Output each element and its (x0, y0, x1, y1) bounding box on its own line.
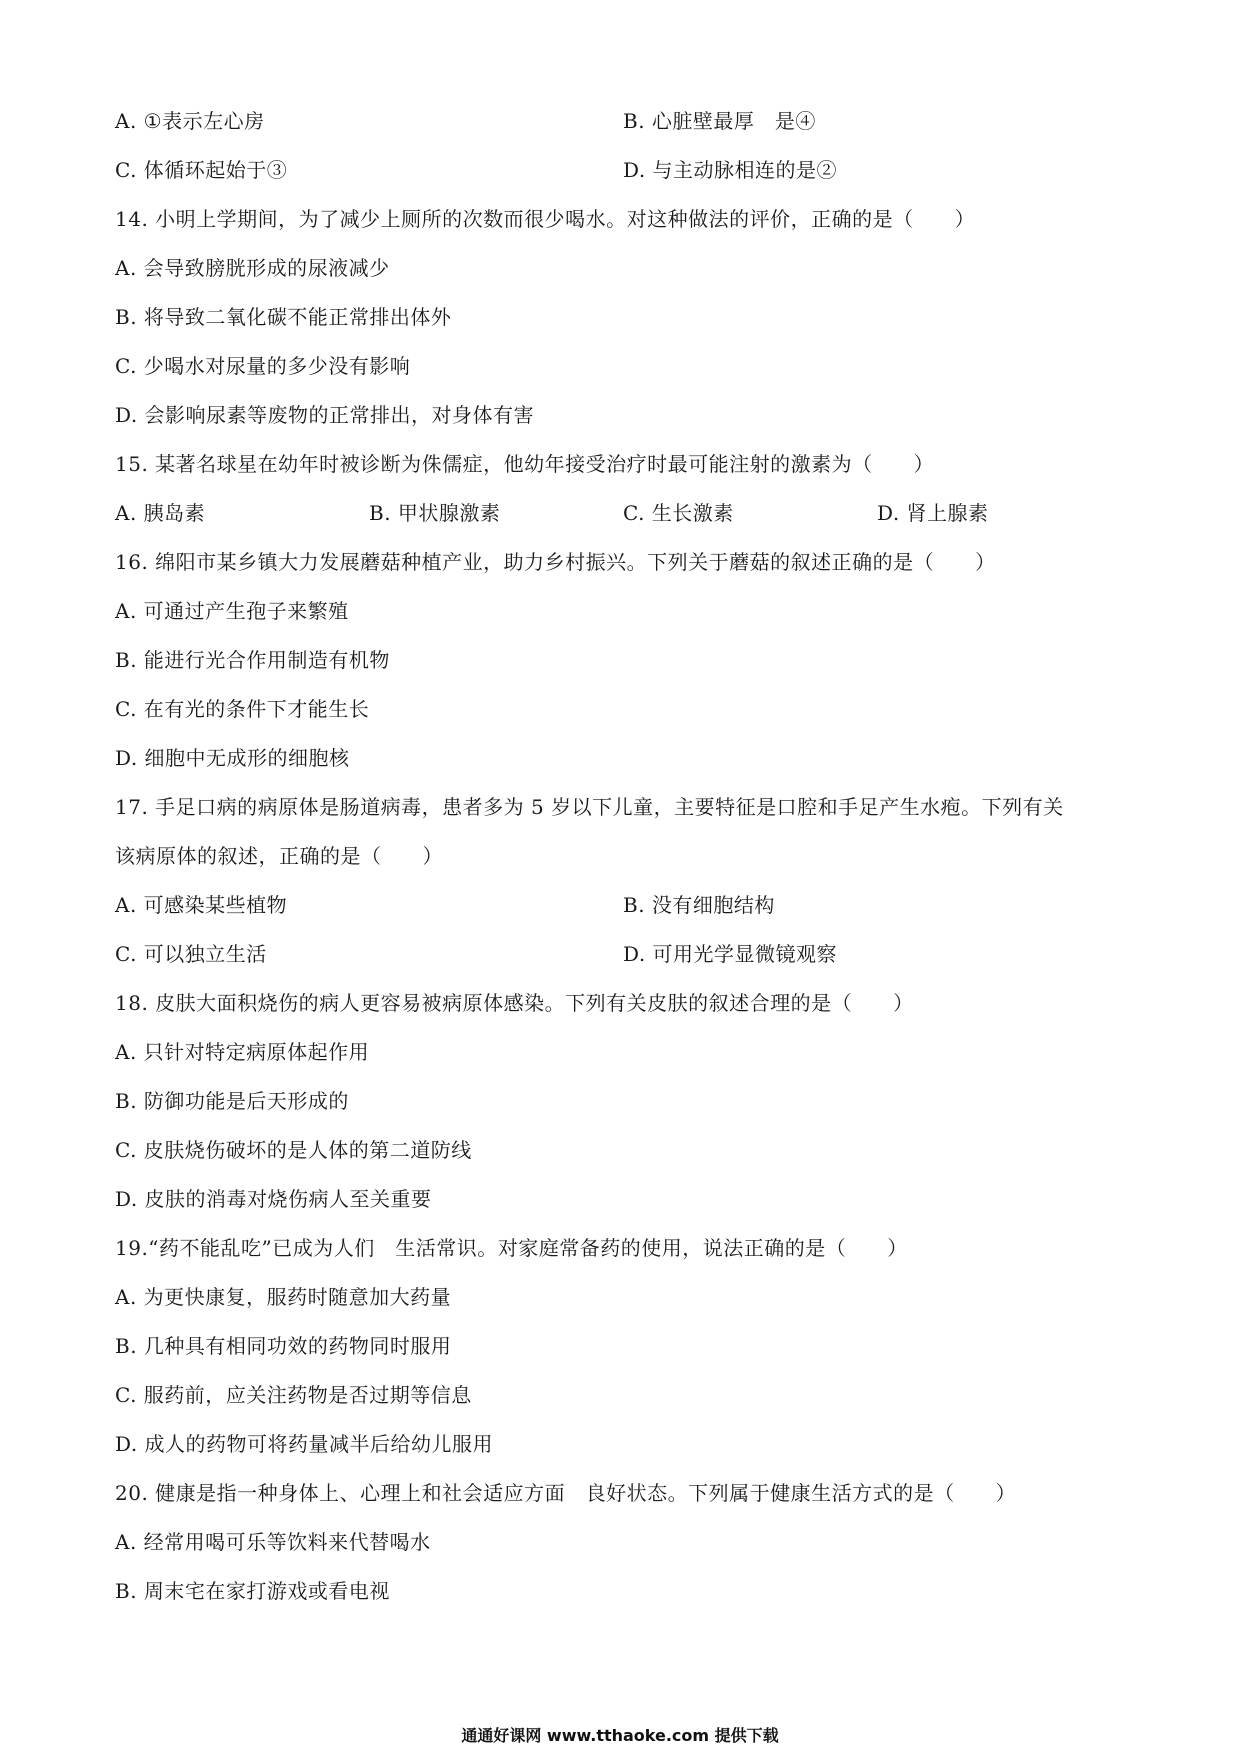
q16-option-b: B. 能进行光合作用制造有机物 (115, 648, 390, 672)
q19-stem: 19.“药不能乱吃”已成为人们 生活常识。对家庭常备药的使用，说法正确的是（ ） (115, 1236, 908, 1260)
q15-stem: 15. 某著名球星在幼年时被诊断为侏儒症，他幼年接受治疗时最可能注射的激素为（ ） (115, 452, 935, 476)
q14-option-d: D. 会影响尿素等废物的正常排出，对身体有害 (115, 403, 535, 427)
q17-stem-line1: 17. 手足口病的病原体是肠道病毒，患者多为 5 岁以下儿童，主要特征是口腔和手足产生水疱。下列有关 (115, 795, 1064, 819)
q15-option-a: A. 胰岛素 (115, 501, 206, 525)
q18-option-b: B. 防御功能是后天形成的 (115, 1089, 349, 1113)
page-footer: 通通好课网 www.tthaoke.com 提供下载 (461, 1726, 779, 1745)
q20-option-a: A. 经常用喝可乐等饮料来代替喝水 (115, 1530, 431, 1554)
q13-option-a: A. ①表示左心房 (115, 109, 265, 133)
q13-option-c: C. 体循环起始于③ (115, 158, 288, 182)
q19-option-a: A. 为更快康复，服药时随意加大药量 (115, 1285, 452, 1309)
q17-option-d: D. 可用光学显微镜观察 (623, 942, 838, 966)
q19-option-c: C. 服药前，应关注药物是否过期等信息 (115, 1383, 472, 1407)
q18-option-a: A. 只针对特定病原体起作用 (115, 1040, 370, 1064)
q15-option-d: D. 肾上腺素 (877, 501, 989, 525)
q14-option-a: A. 会导致膀胱形成的尿液减少 (115, 256, 390, 280)
q17-option-c: C. 可以独立生活 (115, 942, 267, 966)
q14-option-b: B. 将导致二氧化碳不能正常排出体外 (115, 305, 452, 329)
q15-option-b: B. 甲状腺激素 (369, 501, 501, 525)
q18-option-d: D. 皮肤的消毒对烧伤病人至关重要 (115, 1187, 432, 1211)
q15-option-c: C. 生长激素 (623, 501, 734, 525)
q19-option-b: B. 几种具有相同功效的药物同时服用 (115, 1334, 452, 1358)
q20-stem: 20. 健康是指一种身体上、心理上和社会适应方面 良好状态。下列属于健康生活方式的是（ ） (115, 1481, 1017, 1505)
q16-option-c: C. 在有光的条件下才能生长 (115, 697, 370, 721)
q16-option-a: A. 可通过产生孢子来繁殖 (115, 599, 349, 623)
q14-option-c: C. 少喝水对尿量的多少没有影响 (115, 354, 411, 378)
q16-stem: 16. 绵阳市某乡镇大力发展蘑菇种植产业，助力乡村振兴。下列关于蘑菇的叙述正确的是（ ） (115, 550, 996, 574)
q16-option-d: D. 细胞中无成形的细胞核 (115, 746, 350, 770)
q17-option-b: B. 没有细胞结构 (623, 893, 775, 917)
q17-stem-line2: 该病原体的叙述，正确的是（ ） (115, 844, 443, 868)
q19-option-d: D. 成人的药物可将药量减半后给幼儿服用 (115, 1432, 494, 1456)
q17-option-a: A. 可感染某些植物 (115, 893, 288, 917)
q13-option-d: D. 与主动脉相连的是② (623, 158, 838, 182)
q20-option-b: B. 周末宅在家打游戏或看电视 (115, 1579, 390, 1603)
q18-option-c: C. 皮肤烧伤破坏的是人体的第二道防线 (115, 1138, 472, 1162)
q13-option-b: B. 心脏壁最厚 是④ (623, 109, 816, 133)
q14-stem: 14. 小明上学期间，为了减少上厕所的次数而很少喝水。对这种做法的评价，正确的是（ ） (115, 207, 976, 231)
q18-stem: 18. 皮肤大面积烧伤的病人更容易被病原体感染。下列有关皮肤的叙述合理的是（ ） (115, 991, 914, 1015)
